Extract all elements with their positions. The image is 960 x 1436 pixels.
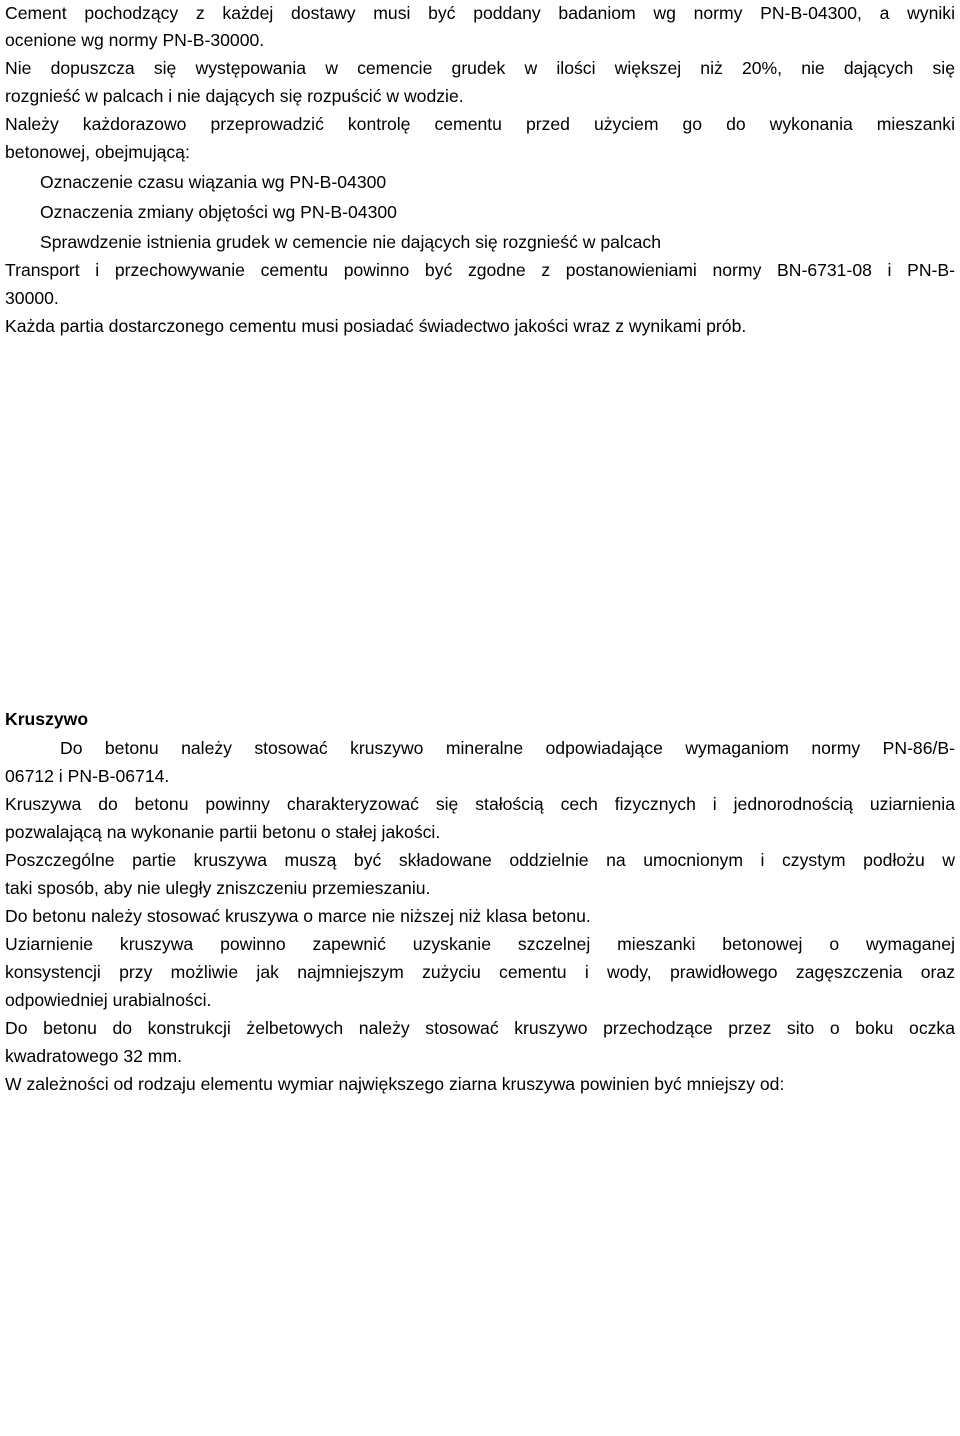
cement-check-item: Sprawdzenie istnienia grudek w cemencie nie dających się rozgnieść w palcach xyxy=(40,232,661,252)
aggregate-paragraph-5-line-1: Uziarnienie kruszywa powinno zapewnić uzyskanie szczelnej mieszanki betonowej o wymaganej xyxy=(5,934,955,954)
aggregate-paragraph-7: W zależności od rodzaju elementu wymiar największego ziarna kruszywa powinien być mniejszy od: xyxy=(5,1074,785,1094)
cement-check-item: Oznaczenie czasu wiązania wg PN-B-04300 xyxy=(40,172,387,192)
cement-paragraph-2-line-1: Nie dopuszcza się występowania w cemencie grudek w ilości większej niż 20%, nie dających się xyxy=(5,58,955,78)
cement-paragraph-1-line-1: Cement pochodzący z każdej dostawy musi być poddany badaniom wg normy PN-B-04300, a wyniki xyxy=(5,3,955,23)
cement-paragraph-2-line-2: rozgnieść w palcach i nie dających się rozpuścić w wodzie. xyxy=(5,86,464,106)
aggregate-heading: Kruszywo xyxy=(5,709,89,729)
aggregate-paragraph-6-line-2: kwadratowego 32 mm. xyxy=(5,1046,182,1066)
cement-paragraph-3-line-2: betonowej, obejmującą: xyxy=(5,142,190,162)
aggregate-paragraph-1-line-1: Do betonu należy stosować kruszywo mineralne odpowiadające wymaganiom normy PN-86/B- xyxy=(60,738,955,758)
aggregate-paragraph-2-line-2: pozwalającą na wykonanie partii betonu o stałej jakości. xyxy=(5,822,441,842)
aggregate-paragraph-1-line-2: 06712 i PN-B-06714. xyxy=(5,766,170,786)
aggregate-paragraph-5-line-3: odpowiedniej urabialności. xyxy=(5,990,212,1010)
cement-paragraph-3-line-1: Należy każdorazowo przeprowadzić kontrolę cementu przed użyciem go do wykonania mieszanki xyxy=(5,114,955,134)
aggregate-paragraph-5-line-2: konsystencji przy możliwie jak najmniejszym zużyciu cementu i wody, prawidłowego zagęszczenia oraz xyxy=(5,962,955,982)
aggregate-paragraph-3-line-1: Poszczególne partie kruszywa muszą być składowane oddzielnie na umocnionym i czystym podłożu w xyxy=(5,850,955,870)
cement-paragraph-4-line-1: Transport i przechowywanie cementu powinno być zgodne z postanowieniami normy BN-6731-08 i PN-B- xyxy=(5,260,955,280)
aggregate-paragraph-4: Do betonu należy stosować kruszywa o marce nie niższej niż klasa betonu. xyxy=(5,906,591,926)
cement-paragraph-4-line-2: 30000. xyxy=(5,288,59,308)
aggregate-paragraph-6-line-1: Do betonu do konstrukcji żelbetowych należy stosować kruszywo przechodzące przez sito o boku oczka xyxy=(5,1018,955,1038)
aggregate-paragraph-3-line-2: taki sposób, aby nie uległy zniszczeniu przemieszaniu. xyxy=(5,878,431,898)
aggregate-paragraph-2-line-1: Kruszywa do betonu powinny charakteryzować się stałością cech fizycznych i jednorodnością uziarnienia xyxy=(5,794,955,814)
cement-paragraph-1-line-2: ocenione wg normy PN-B-30000. xyxy=(5,30,265,50)
cement-paragraph-5: Każda partia dostarczonego cementu musi posiadać świadectwo jakości wraz z wynikami prób. xyxy=(5,316,747,336)
cement-check-item: Oznaczenia zmiany objętości wg PN-B-04300 xyxy=(40,202,397,222)
